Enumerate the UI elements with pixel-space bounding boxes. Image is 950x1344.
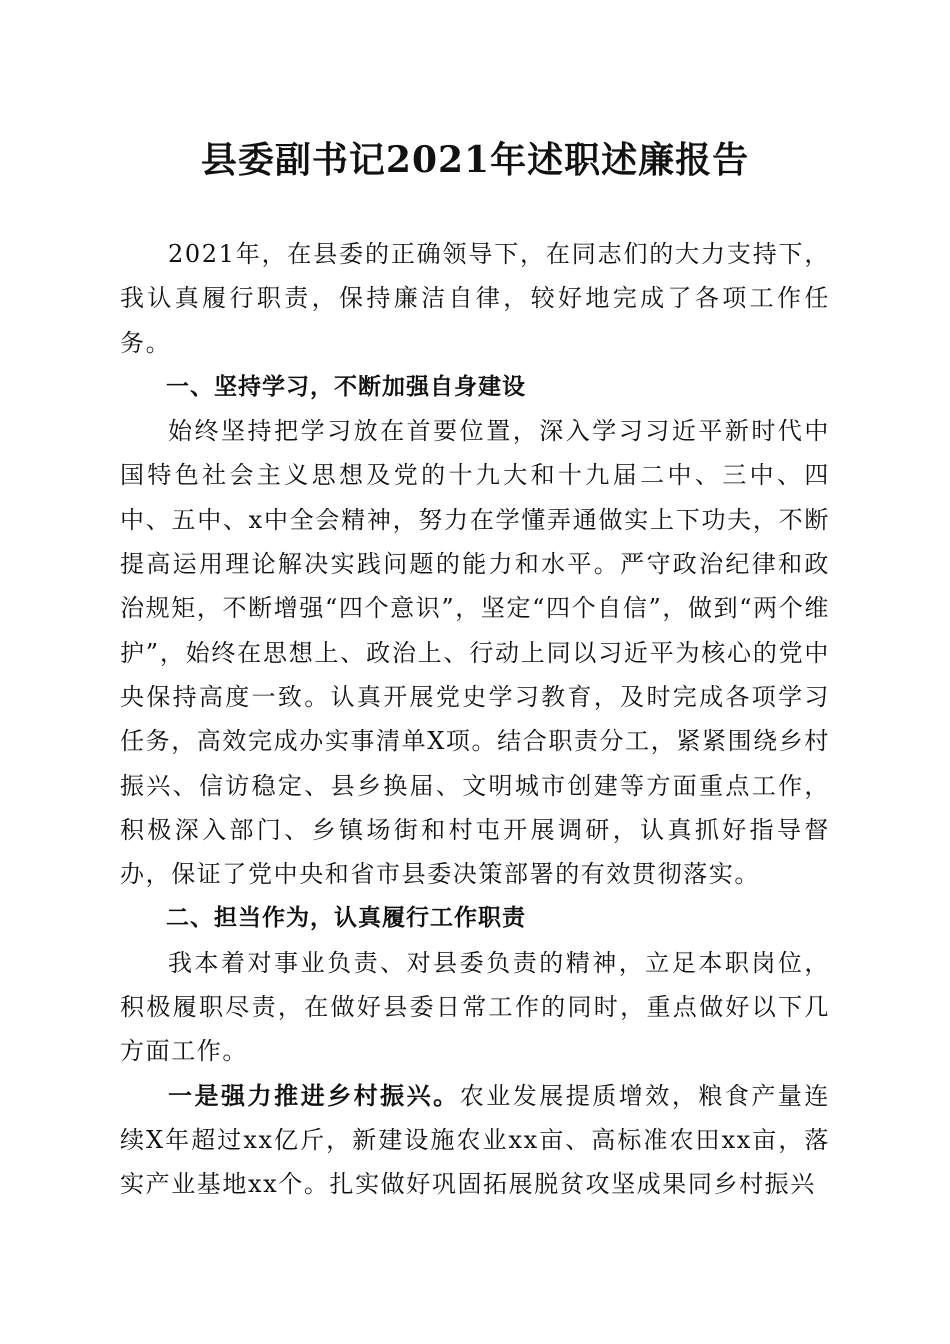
- section-1-paragraph: 始终坚持把学习放在首要位置，深入学习习近平新时代中国特色社会主义思想及党的十九大和十九届二中、三中、四中、五中、x中全会精神，努力在学懂弄通做实上下功夫，不断提高运用理论解决实践问题的能力和水平。严守政治纪律和政治规矩，不断增强“四个意识”，坚定“四个自信”，做到“两个维护”，始终在思想上、政治上、行动上同以习近平为核心的党中央保持高度一致。认真开展党史学习教育，及时完成各项学习任务，高效完成办实事清单X项。结合职责分工，紧紧围绕乡村振兴、信访稳定、县乡换届、文明城市创建等方面重点工作，积极深入部门、乡镇场街和村屯开展调研，认真抓好指导督办，保证了党中央和省市县委决策部署的有效贯彻落实。: [120, 417, 830, 889]
- section-1-heading: 一、坚持学习，不断加强自身建设: [166, 373, 526, 400]
- item-1-paragraph: [120, 1074, 830, 1207]
- section-2-heading: 二、担当作为，认真履行工作职责: [166, 905, 526, 932]
- document-body: [120, 232, 830, 1207]
- item-1-text: 农业发展提质增效，粮食产量连续X年超过xx亿斤，新建设施农业xx亩、高标准农田xx亩，落实产业基地xx个。扎实做好巩固拓展脱贫攻坚成果同乡村振兴: [120, 1081, 830, 1199]
- document-title: 县委副书记2021年述职述廉报告: [200, 139, 750, 181]
- intro-paragraph: 2021年，在县委的正确领导下，在同志们的大力支持下，我认真履行职责，保持廉洁自律，较好地完成了各项工作任务。: [120, 240, 830, 357]
- item-1-lead: 一是强力推进乡村振兴。: [168, 1080, 460, 1110]
- section-2-paragraph: 我本着对事业负责、对县委负责的精神，立足本职岗位，积极履职尽责，在做好县委日常工作的同时，重点做好以下几方面工作。: [120, 948, 830, 1066]
